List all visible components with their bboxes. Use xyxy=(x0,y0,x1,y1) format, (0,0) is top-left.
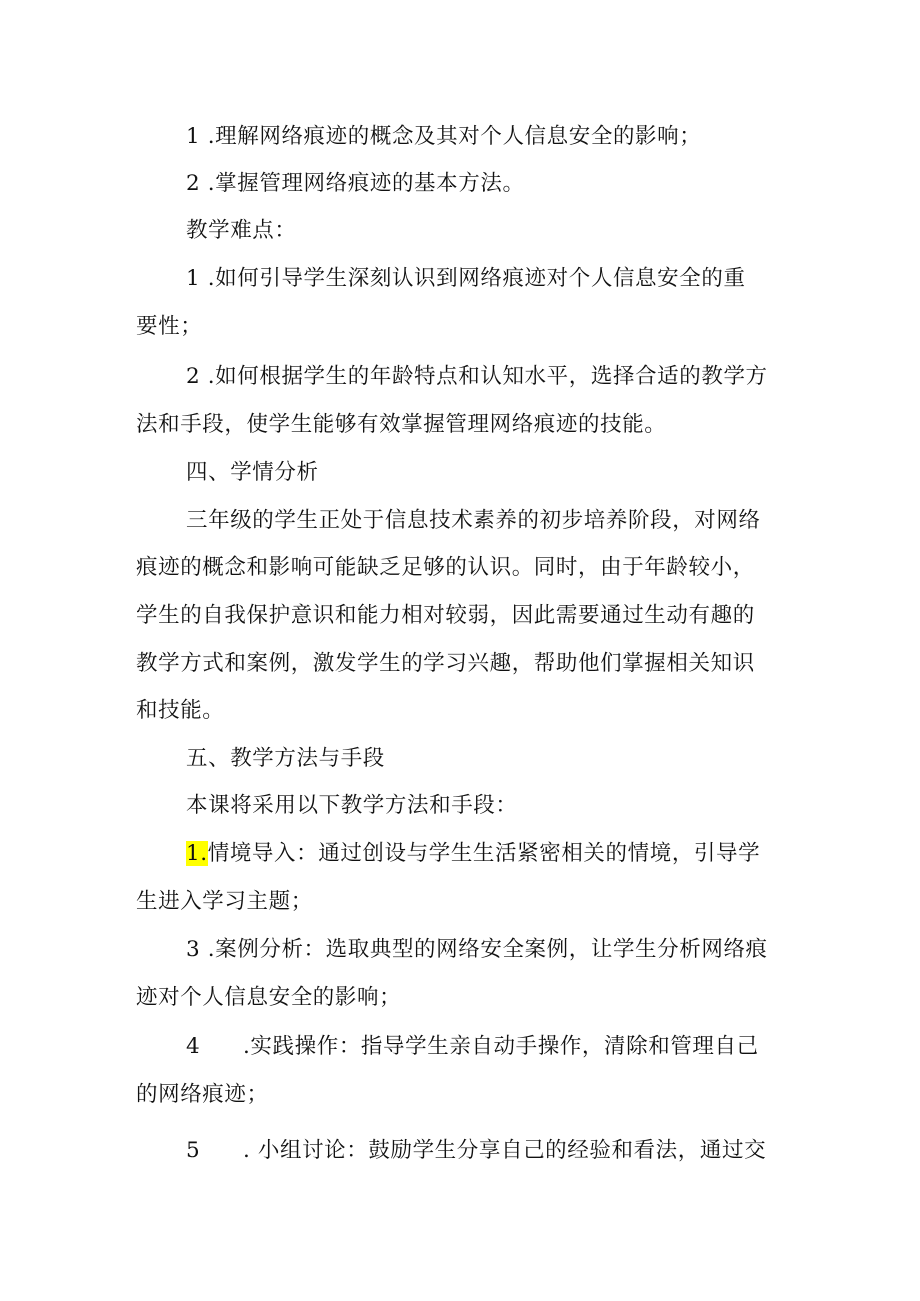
text-line: 2 .掌握管理网络痕迹的基本方法。 xyxy=(186,171,525,196)
text-line: 要性； xyxy=(136,314,203,339)
list-item xyxy=(186,1136,766,1166)
list-item-text: .实践操作：指导学生亲自动手操作，清除和管理自己 xyxy=(243,1034,759,1059)
text-line: 三年级的学生正处于信息技术素养的初步培养阶段，对网络 xyxy=(186,508,761,533)
list-item-text: . 小组讨论：鼓励学生分享自己的经验和看法，通过交 xyxy=(243,1138,767,1163)
text-line: 的网络痕迹； xyxy=(136,1082,269,1107)
list-number: 5 xyxy=(186,1138,201,1163)
list-item-text: 情境导入：通过创设与学生生活紧密相关的情境，引导学 xyxy=(207,841,761,866)
text-line: 教学方式和案例，激发学生的学习兴趣，帮助他们掌握相关知识 xyxy=(136,651,755,676)
text-line: 和技能。 xyxy=(136,698,225,723)
text-line: 迹对个人信息安全的影响； xyxy=(136,985,402,1010)
list-item xyxy=(186,839,760,869)
text-line: 法和手段，使学生能够有效掌握管理网络痕迹的技能。 xyxy=(136,412,667,437)
text-line: 生进入学习主题； xyxy=(136,889,313,914)
text-line: 2 .如何根据学生的年龄特点和认知水平，选择合适的教学方 xyxy=(186,364,768,389)
text-line: 学生的自我保护意识和能力相对较弱，因此需要通过生动有趣的 xyxy=(136,603,755,628)
text-line: 本课将采用以下教学方法和手段： xyxy=(186,793,518,818)
section-heading: 四、学情分析 xyxy=(186,460,319,485)
text-line: 痕迹的概念和影响可能缺乏足够的认识。同时，由于年龄较小， xyxy=(136,555,755,580)
text-line: 1 .如何引导学生深刻认识到网络痕迹对个人信息安全的重 xyxy=(186,266,746,291)
text-line: 3 .案例分析：选取典型的网络安全案例，让学生分析网络痕 xyxy=(186,937,768,962)
section-subheading: 教学难点： xyxy=(186,218,297,243)
list-item xyxy=(186,1032,759,1062)
section-heading: 五、教学方法与手段 xyxy=(186,746,385,771)
list-number: 4 xyxy=(186,1034,201,1059)
highlighted-number: 1. xyxy=(186,841,208,866)
text-line: 1 .理解网络痕迹的概念及其对个人信息安全的影响； xyxy=(186,124,702,149)
